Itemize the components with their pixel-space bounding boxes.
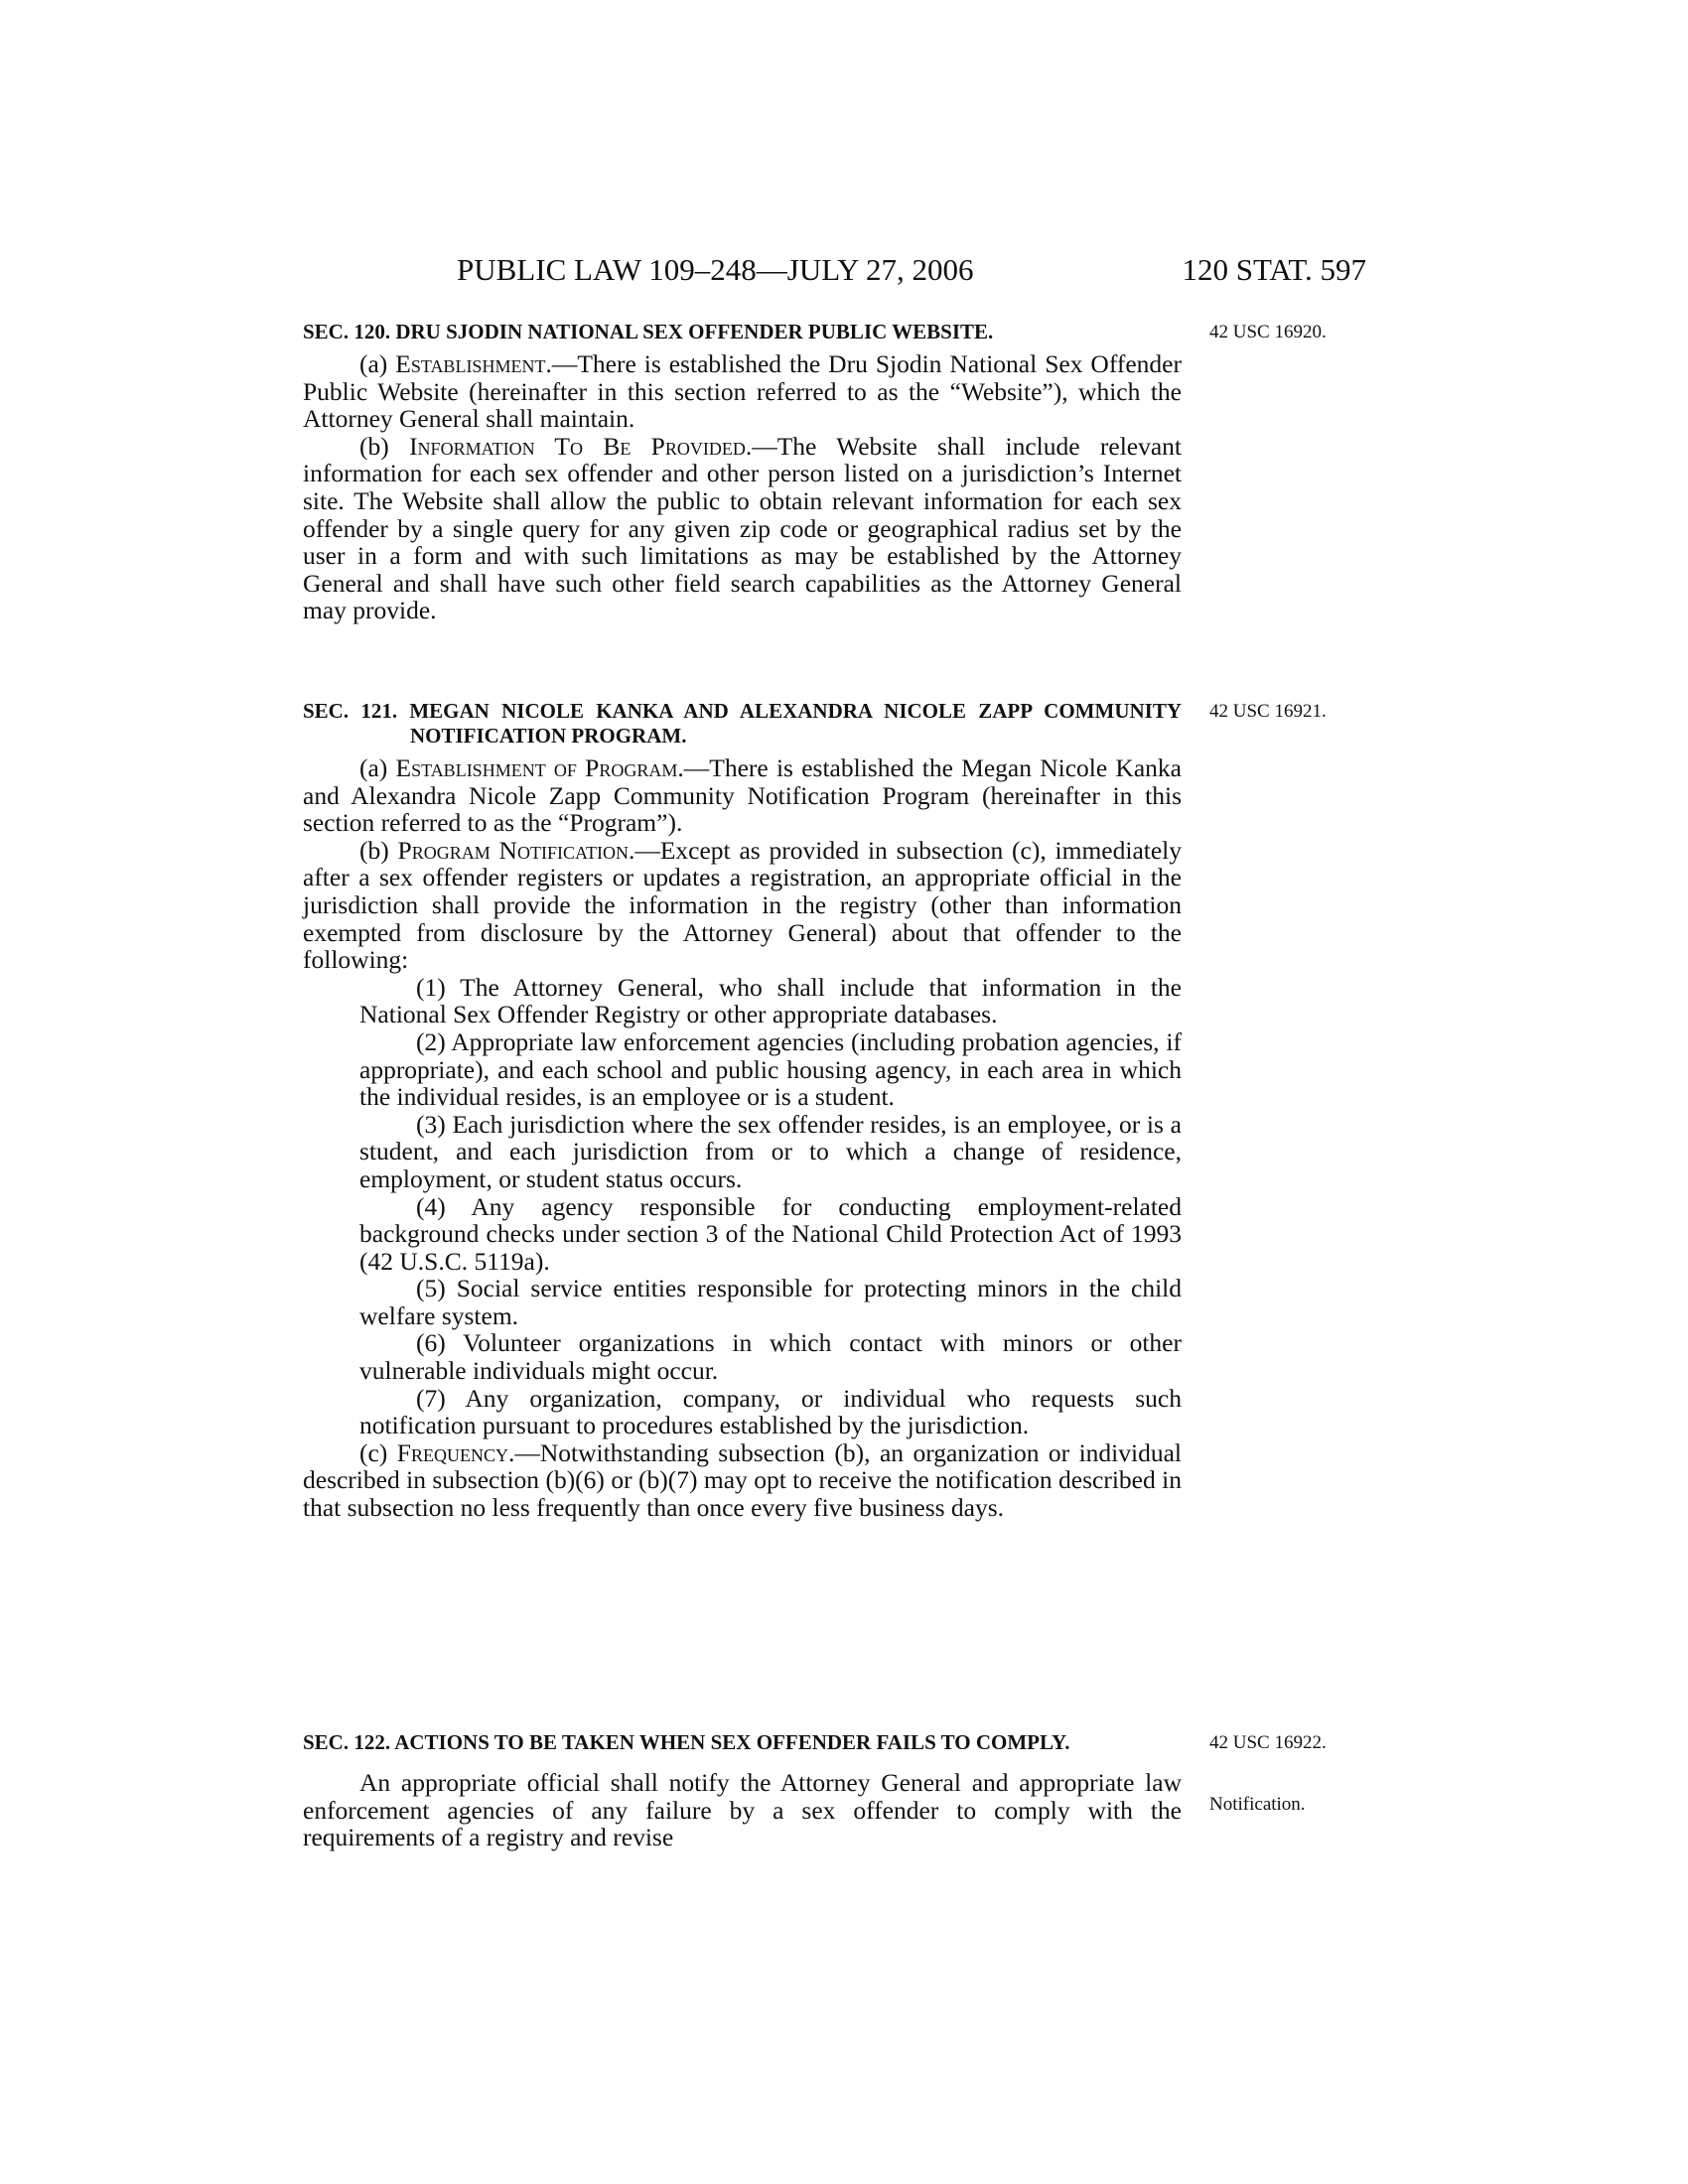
section-121-subsection-c: (c) Frequency.—Notwithstanding subsection (b), an organization or individual described in subsection (b)(6) or (b)(7) may opt to receive the notification described in that subsection no less frequently than once every five business days. — [303, 1437, 1182, 1523]
section-121 — [303, 699, 1182, 1522]
paragraph-2: (2) Appropriate law enforcement agencies (including probation agencies, if appropriate), and each school and public housing agency, in each area in which the individual resides, is an employee or is a student. — [359, 1026, 1182, 1112]
section-121-subsection-a: (a) Establishment of Program.—There is established the Megan Nicole Kanka and Alexandra Nicole Zapp Community Notification Program (hereinafter in this section referred to as the “Program”). — [303, 753, 1182, 838]
running-header — [407, 250, 1366, 290]
section-120-subsection-a: (a) Establishment.—There is established the Dru Sjodin National Sex Offender Public Website (hereinafter in this section referred to as the “Website”), which the Attorney General shall maintain. — [303, 349, 1182, 434]
paragraph-7: (7) Any organization, company, or individual who requests such notification pursuant to procedures established by the jurisdiction. — [359, 1383, 1182, 1440]
paragraph-4: (4) Any agency responsible for conducting employment-related background checks under section 3 of the National Child Protection Act of 1993 (42 U.S.C. 5119a). — [359, 1191, 1182, 1276]
public-law-citation: PUBLIC LAW 109–248—JULY 27, 2006 — [457, 252, 974, 287]
section-121-heading: SEC. 121. MEGAN NICOLE KANKA AND ALEXANDRA NICOLE ZAPP COMMUNITY NOTIFICATION PROGRAM. — [303, 699, 1182, 748]
subsection-caption: Establishment — [395, 349, 546, 378]
section-121-subsection-b: (b) Program Notification.—Except as provided in subsection (c), immediately after a sex offender registers or updates a registration, an appropriate official in the jurisdiction shall provide the information in the registry (other than information exempted from disclosure by the Attorney General) about that offender to the following: — [303, 835, 1183, 975]
paragraph-3: (3) Each jurisdiction where the sex offender resides, is an employee, or is a student, and each jurisdiction from or to which a change of residence, employment, or student status occurs. — [359, 1109, 1182, 1193]
section-122 — [303, 1730, 1182, 1851]
section-120 — [303, 320, 1182, 624]
section-120-heading: SEC. 120. DRU SJODIN NATIONAL SEX OFFENDER PUBLIC WEBSITE. — [303, 320, 994, 343]
section-120-subsection-b: (b) Information To Be Provided.—The Website shall include relevant information for each sex offender and other person listed on a jurisdiction’s Internet site. The Website shall allow the public to obtain relevant information for each sex offender by a single query for any given zip code or geographical radius set by the user in a form and with such limitations as may be established by the Attorney General and shall have such other field search capabilities as the Attorney General may provide. — [303, 431, 1183, 625]
statute-page-number: 120 STAT. 597 — [1182, 252, 1366, 287]
section-122-heading: SEC. 122. ACTIONS TO BE TAKEN WHEN SEX OFFENDER FAILS TO COMPLY. — [303, 1730, 1070, 1754]
subsection-caption: Frequency — [396, 1437, 508, 1467]
subsection-caption: Establishment of Program — [395, 753, 678, 782]
section-120-usc-note: 42 USC 16920. — [1209, 322, 1327, 342]
section-121-usc-note: 42 USC 16921. — [1209, 701, 1327, 722]
section-122-usc-note: 42 USC 16922. — [1209, 1732, 1327, 1753]
section-122-text: An appropriate official shall notify the Attorney General and appropriate law enforcement agencies of any failure by a sex offender to comply with the requirements of a registry and revise — [303, 1768, 1182, 1852]
paragraph-5: (5) Social service entities responsible for protecting minors in the child welfare system. — [359, 1274, 1182, 1330]
subsection-caption: Information To Be Provided — [409, 431, 746, 461]
subsection-caption: Program Notification — [397, 835, 629, 865]
paragraph-1: (1) The Attorney General, who shall include that information in the National Sex Offender Registry or other appropriate databases. — [359, 972, 1182, 1029]
notification-sidenote: Notification. — [1209, 1794, 1306, 1815]
paragraph-6: (6) Volunteer organizations in which contact with minors or other vulnerable individuals might occur. — [359, 1328, 1182, 1386]
